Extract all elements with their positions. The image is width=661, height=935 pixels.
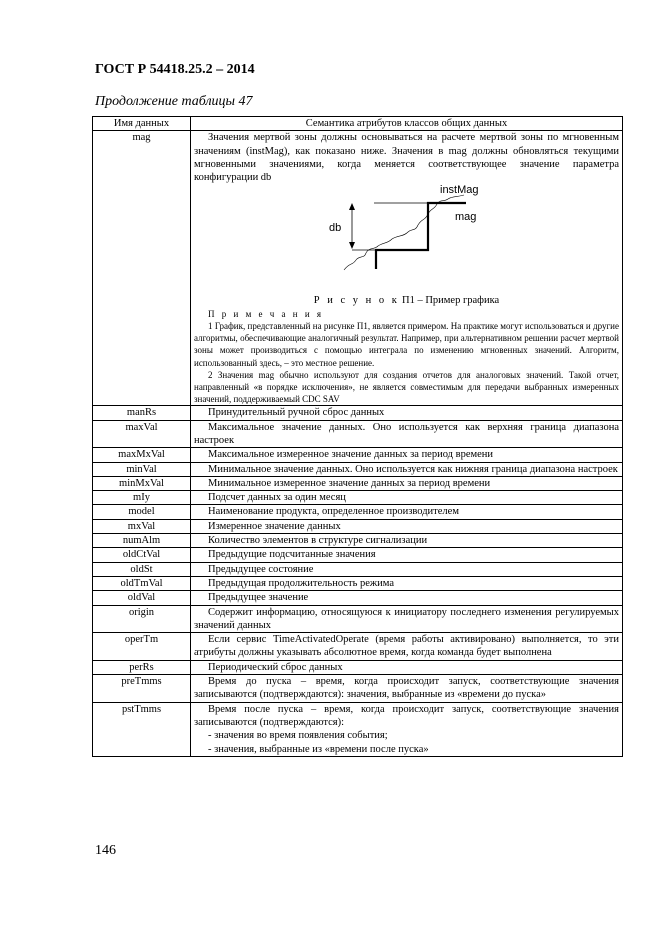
data-name-cell: preTmms bbox=[93, 675, 191, 703]
data-name-cell: oldTmVal bbox=[93, 576, 191, 590]
table-row bbox=[93, 675, 623, 703]
table-row bbox=[93, 491, 623, 505]
data-name-cell: oldSt bbox=[93, 562, 191, 576]
table-row bbox=[93, 562, 623, 576]
semantics-cell bbox=[191, 131, 623, 406]
table-row bbox=[93, 576, 623, 590]
deadband-figure bbox=[194, 184, 619, 294]
semantics-cell: Если сервис TimeActivatedOperate (время работы активировано) выполняется, то эти атрибуты должны указывать абсолютное время, когда команда будет выполнена bbox=[191, 633, 623, 661]
table-row bbox=[93, 605, 623, 633]
db-arrow-up bbox=[349, 203, 355, 210]
table-row-mag bbox=[93, 131, 623, 406]
instmag-label: instMag bbox=[440, 184, 479, 197]
semantics-cell bbox=[191, 702, 623, 756]
list-item: - значения, выбранные из «времени после пуска» bbox=[208, 743, 429, 755]
table-row bbox=[93, 633, 623, 661]
table-continuation-title: Продолжение таблицы 47 bbox=[95, 94, 253, 109]
list-item: - значения во время появления события; bbox=[208, 730, 388, 742]
table-row bbox=[93, 591, 623, 605]
table-row bbox=[93, 420, 623, 448]
data-name-cell: perRs bbox=[93, 660, 191, 674]
table-row-psttmms bbox=[93, 702, 623, 756]
attributes-table bbox=[92, 116, 623, 757]
data-name-cell: mIy bbox=[93, 491, 191, 505]
table-row bbox=[93, 462, 623, 476]
column-header-semantics: Семантика атрибутов классов общих данных bbox=[191, 117, 623, 131]
figure-caption-word: Р и с у н о к bbox=[313, 295, 400, 307]
deadband-graph bbox=[294, 184, 494, 294]
db-arrow-down bbox=[349, 242, 355, 249]
semantics-cell: Время до пуска – время, когда происходит запуск, соответствующие значения записываются (подтверждаются): значения, выбранные из «времени до пуска» bbox=[191, 675, 623, 703]
mag-step-line bbox=[376, 203, 466, 269]
semantics-cell: Предыдущее значение bbox=[191, 591, 623, 605]
data-name-cell: minMxVal bbox=[93, 476, 191, 490]
data-name-cell: maxVal bbox=[93, 420, 191, 448]
table-row bbox=[93, 505, 623, 519]
table-row bbox=[93, 534, 623, 548]
table-header-row bbox=[93, 117, 623, 131]
data-name-cell: model bbox=[93, 505, 191, 519]
column-header-name: Имя данных bbox=[93, 117, 191, 131]
data-name-cell: manRs bbox=[93, 406, 191, 420]
figure-caption bbox=[194, 294, 619, 307]
figure-caption-text: П1 – Пример графика bbox=[402, 295, 500, 307]
db-label: db bbox=[329, 222, 342, 235]
table-row bbox=[93, 448, 623, 462]
mag-description: Значения мертвой зоны должны основываться на расчете мертвой зоны по мгновенным значениям (instMag), как показано ниже. Значения в mag должны обновляться текущими мгновенными значениями, когда меняется соответствующее значение параметра конфигурации db bbox=[194, 132, 619, 184]
semantics-cell: Минимальное значение данных. Оно используется как нижняя граница диапазона настроек bbox=[191, 462, 623, 476]
table-row bbox=[93, 476, 623, 490]
note-1: 1 График, представленный на рисунке П1, является примером. На практике могут использоваться и другие алгоритмы, обеспечивающие аналогичный результат. Например, при альтернативном решении расчет мертвой зоны может производиться с помощью интеграла по изменению мгновенных значений. Алгоритм, использованный здесь, – это местное решение. bbox=[194, 320, 619, 368]
semantics-cell: Минимальное измеренное значение данных за период времени bbox=[191, 476, 623, 490]
data-name-cell: oldCtVal bbox=[93, 548, 191, 562]
semantics-cell: Количество элементов в структуре сигнализации bbox=[191, 534, 623, 548]
table-row bbox=[93, 406, 623, 420]
data-name-cell: minVal bbox=[93, 462, 191, 476]
mag-label: mag bbox=[455, 211, 477, 224]
semantics-cell: Предыдущие подсчитанные значения bbox=[191, 548, 623, 562]
semantics-cell: Принудительный ручной сброс данных bbox=[191, 406, 623, 420]
table-row bbox=[93, 548, 623, 562]
semantics-cell: Подсчет данных за один месяц bbox=[191, 491, 623, 505]
data-name-cell: mxVal bbox=[93, 519, 191, 533]
semantics-cell: Предыдущее состояние bbox=[191, 562, 623, 576]
psttmms-description: Время после пуска – время, когда происходит запуск, соответствующие значения записываются (подтверждаются): bbox=[194, 703, 619, 728]
data-name-cell: maxMxVal bbox=[93, 448, 191, 462]
table-row bbox=[93, 660, 623, 674]
semantics-cell: Наименование продукта, определенное производителем bbox=[191, 505, 623, 519]
notes-heading: П р и м е ч а н и я bbox=[208, 308, 324, 319]
semantics-cell: Периодический сброс данных bbox=[191, 660, 623, 674]
instmag-curve bbox=[344, 195, 464, 270]
page-number: 146 bbox=[95, 843, 116, 858]
semantics-cell: Содержит информацию, относящуюся к инициатору последнего изменения регулируемых значений данных bbox=[191, 605, 623, 633]
data-name-cell: mag bbox=[93, 131, 191, 406]
standard-header: ГОСТ Р 54418.25.2 – 2014 bbox=[95, 62, 255, 77]
semantics-cell: Предыдущая продолжительность режима bbox=[191, 576, 623, 590]
semantics-cell: Максимальное значение данных. Оно используется как верхняя граница диапазона настроек bbox=[191, 420, 623, 448]
note-2: 2 Значения mag обычно используют для создания отчетов для аналоговых значений. Такой отчет, направленный «в порядке исключения», не является совместимым для передачи выбранных измеренных значений, поддерживаемый CDC SAV bbox=[194, 369, 619, 405]
semantics-cell: Максимальное измеренное значение данных за период времени bbox=[191, 448, 623, 462]
table-row bbox=[93, 519, 623, 533]
data-name-cell: oldVal bbox=[93, 591, 191, 605]
data-name-cell: operTm bbox=[93, 633, 191, 661]
data-name-cell: numAlm bbox=[93, 534, 191, 548]
data-name-cell: origin bbox=[93, 605, 191, 633]
semantics-cell: Измеренное значение данных bbox=[191, 519, 623, 533]
data-name-cell: pstTmms bbox=[93, 702, 191, 756]
